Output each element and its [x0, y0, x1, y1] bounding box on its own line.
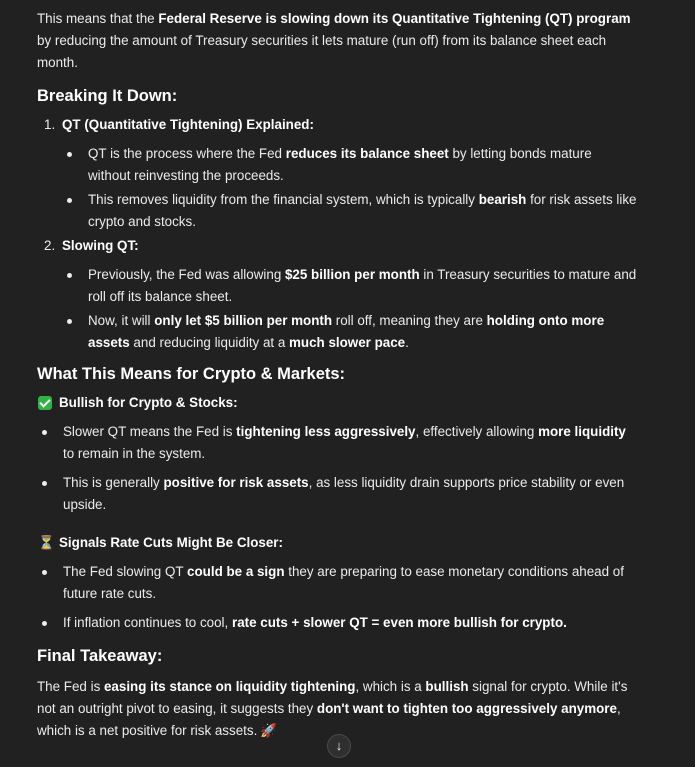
- bold-text: Bullish for Crypto & Stocks:: [59, 395, 238, 410]
- text: QT is the process where the Fed: [88, 146, 286, 161]
- bold-text: rate cuts + slower QT = even more bullish for crypto.: [231, 615, 567, 630]
- bold-text: bullish: [425, 679, 469, 694]
- bold-text: Federal Reserve is slowing down its Quantitative Tightening (QT) program: [158, 11, 631, 26]
- text: If inflation continues to cool,: [63, 615, 232, 630]
- text: The Fed is: [37, 679, 104, 694]
- bold-text: tightening less aggressively: [236, 424, 416, 439]
- text: they are preparing to ease monetary conditions ahead of future rate cuts.: [63, 564, 624, 601]
- arrow-down-icon: ↓: [335, 738, 343, 753]
- bold-text: positive for risk assets: [163, 475, 309, 490]
- bullet-item: [37, 612, 637, 634]
- check-mark-icon: [38, 396, 52, 410]
- intro-paragraph: [37, 8, 637, 74]
- bullish-label: [37, 392, 637, 414]
- bold-text: could be a sign: [187, 564, 285, 579]
- chat-message: [37, 8, 637, 742]
- text: , which is a net positive for risk assets.: [37, 701, 621, 738]
- bullet-item: [62, 189, 637, 233]
- heading-what-this-means: What This Means for Crypto & Markets:: [37, 365, 346, 383]
- text: for risk assets like crypto and stocks.: [88, 192, 637, 229]
- text: , effectively allowing: [415, 424, 539, 439]
- final-paragraph: [37, 676, 637, 742]
- bullet-item: [62, 264, 637, 308]
- text: Now, it will: [88, 313, 155, 328]
- bold-text: bearish: [478, 192, 527, 207]
- bold-text: easing its stance on liquidity tightening: [103, 679, 356, 694]
- text: by letting bonds mature without reinvesting the proceeds.: [88, 146, 592, 183]
- bullet-item: [37, 472, 637, 516]
- list-item: [37, 114, 637, 233]
- numbered-list: [37, 114, 637, 354]
- text: This means that the: [37, 11, 159, 26]
- scroll-to-bottom-button[interactable]: [327, 734, 351, 758]
- text: roll off, meaning they are: [332, 313, 487, 328]
- bold-text: more liquidity: [538, 424, 626, 439]
- hourglass-icon: ⏳: [38, 535, 55, 550]
- bullet-item: [37, 561, 637, 605]
- rate-cuts-label: [37, 532, 637, 554]
- bold-text: much slower pace: [289, 335, 406, 350]
- text: to remain in the system.: [63, 446, 206, 461]
- bullet-item: [62, 310, 637, 354]
- bold-text: don't want to tighten too aggressively anymore: [316, 701, 617, 716]
- bullet-list: [37, 421, 637, 516]
- bullet-list: [62, 143, 637, 233]
- text: signal for crypto. While it's not an outright pivot to easing, it suggests they: [37, 679, 628, 716]
- bold-text: QT (Quantitative Tightening) Explained:: [62, 117, 314, 132]
- list-item-title: [62, 114, 637, 136]
- text: The Fed slowing QT: [63, 564, 188, 579]
- text: by reducing the amount of Treasury securities it lets mature (run off) from its balance sheet each month.: [37, 33, 607, 70]
- heading-final-takeaway: Final Takeaway:: [37, 647, 163, 665]
- text: This removes liquidity from the financial system, which is typically: [88, 192, 479, 207]
- heading-breaking-down: Breaking It Down:: [37, 87, 178, 105]
- list-number: 1.: [44, 117, 56, 132]
- list-item-title: [62, 235, 637, 257]
- bold-text: only let $5 billion per month: [154, 313, 333, 328]
- rocket-icon: 🚀: [260, 723, 277, 738]
- list-item: [37, 235, 637, 354]
- text: Slower QT means the Fed is: [63, 424, 237, 439]
- bold-text: holding onto more assets: [88, 313, 605, 350]
- list-number: 2.: [44, 238, 56, 253]
- bullet-item: [62, 143, 637, 187]
- bold-text: Slowing QT:: [62, 238, 139, 253]
- text: , as less liquidity drain supports price stability or even upside.: [63, 475, 625, 512]
- bullet-list: [62, 264, 637, 354]
- text: , which is a: [355, 679, 426, 694]
- text: Previously, the Fed was allowing: [88, 267, 285, 282]
- text: in Treasury securities to mature and roll off its balance sheet.: [88, 267, 637, 304]
- bullet-item: [37, 421, 637, 465]
- text: This is generally: [63, 475, 164, 490]
- text: and reducing liquidity at a: [129, 335, 290, 350]
- bold-text: Signals Rate Cuts Might Be Closer:: [59, 535, 283, 550]
- bullet-list: [37, 561, 637, 634]
- bold-text: $25 billion per month: [284, 267, 420, 282]
- text: .: [405, 335, 409, 350]
- bold-text: reduces its balance sheet: [285, 146, 449, 161]
